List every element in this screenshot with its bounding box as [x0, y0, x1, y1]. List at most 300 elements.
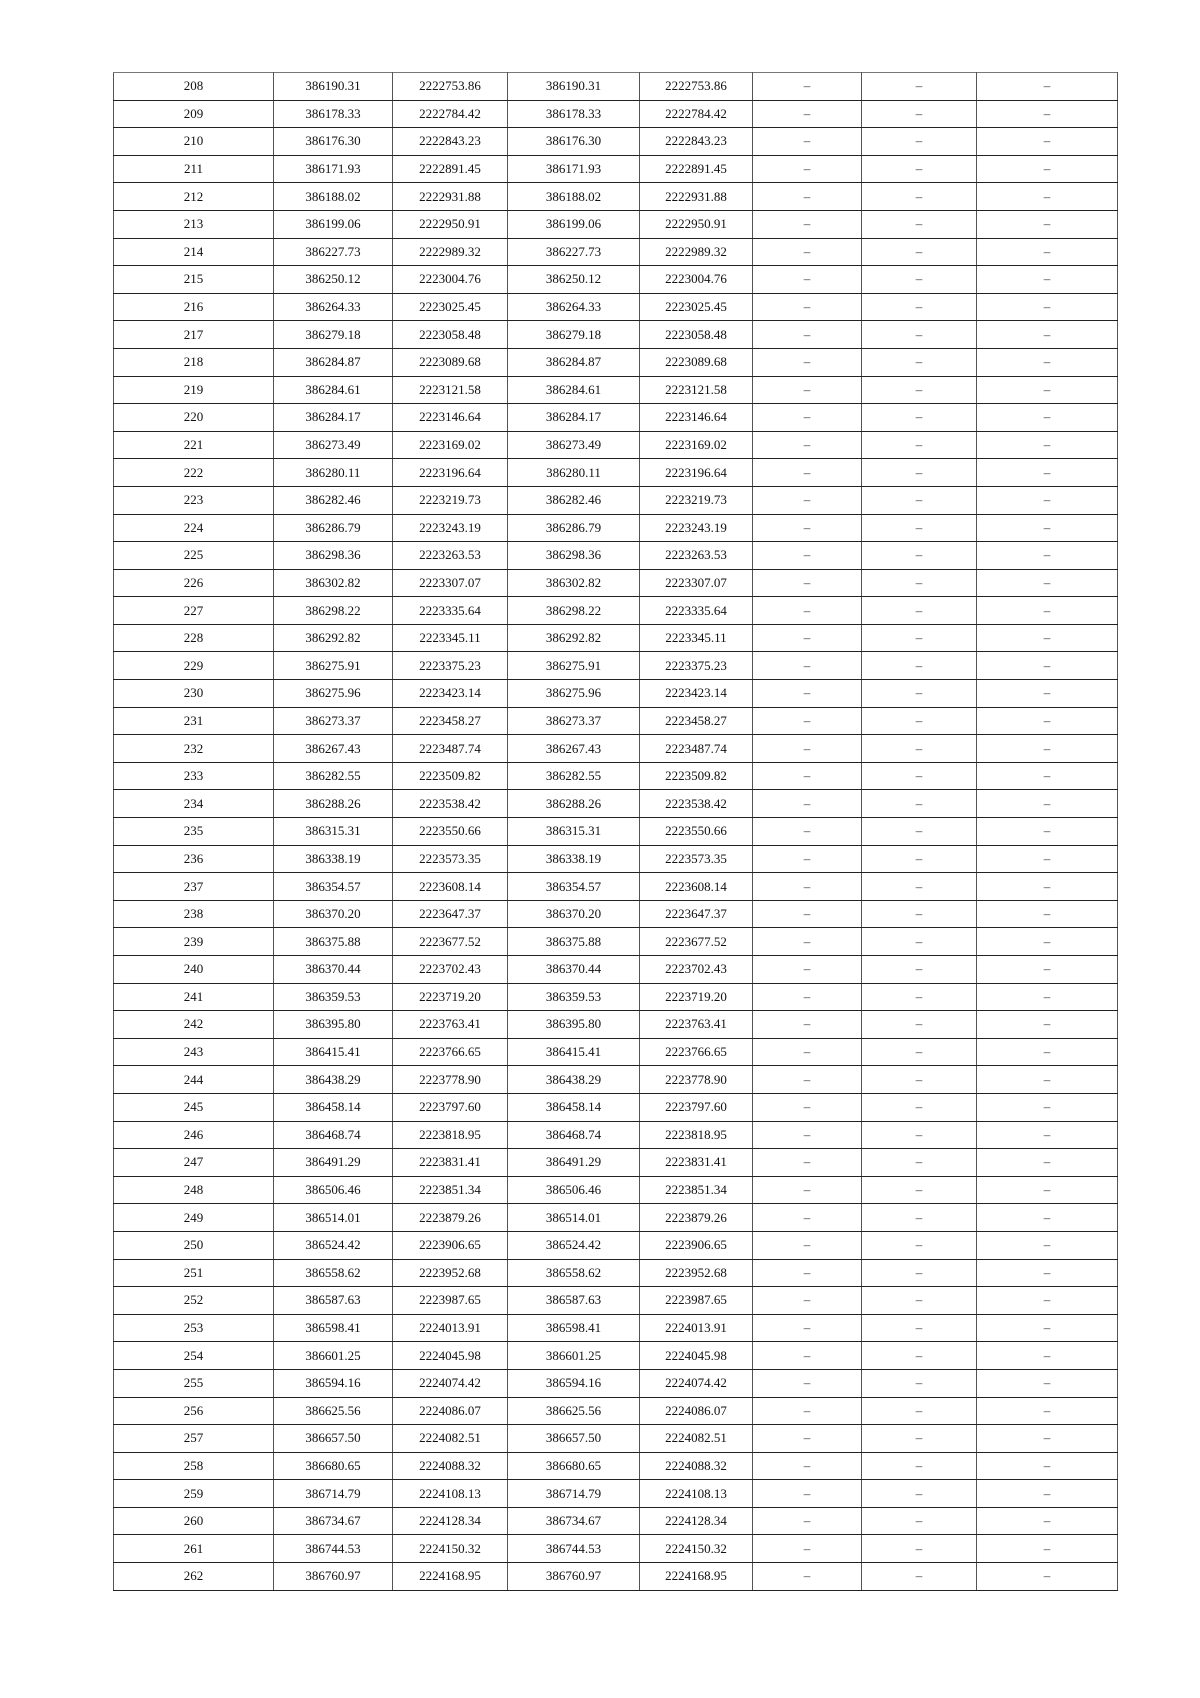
y-coordinate-repeat-cell: 2223952.68	[640, 1259, 753, 1287]
y-coordinate-cell: 2224168.95	[393, 1563, 508, 1591]
y-coordinate-cell: 2223243.19	[393, 514, 508, 542]
table-row	[114, 983, 1118, 1011]
point-number-cell: 261	[114, 1535, 274, 1563]
dash-cell: –	[977, 1287, 1118, 1315]
y-coordinate-repeat-cell: 2223509.82	[640, 762, 753, 790]
dash-cell: –	[977, 514, 1118, 542]
table-row	[114, 1066, 1118, 1094]
dash-cell: –	[977, 404, 1118, 432]
x-coordinate-repeat-cell: 386744.53	[508, 1535, 640, 1563]
table-row	[114, 652, 1118, 680]
point-number-cell: 241	[114, 983, 274, 1011]
x-coordinate-cell: 386178.33	[274, 100, 393, 128]
point-number-cell: 214	[114, 238, 274, 266]
dash-cell: –	[862, 983, 977, 1011]
dash-cell: –	[977, 431, 1118, 459]
x-coordinate-repeat-cell: 386359.53	[508, 983, 640, 1011]
dash-cell: –	[753, 459, 862, 487]
y-coordinate-repeat-cell: 2224088.32	[640, 1452, 753, 1480]
point-number-cell: 226	[114, 569, 274, 597]
x-coordinate-cell: 386302.82	[274, 569, 393, 597]
y-coordinate-repeat-cell: 2222784.42	[640, 100, 753, 128]
dash-cell: –	[977, 1066, 1118, 1094]
x-coordinate-repeat-cell: 386524.42	[508, 1231, 640, 1259]
dash-cell: –	[862, 73, 977, 101]
y-coordinate-repeat-cell: 2223004.76	[640, 266, 753, 294]
dash-cell: –	[977, 624, 1118, 652]
x-coordinate-repeat-cell: 386178.33	[508, 100, 640, 128]
y-coordinate-cell: 2223146.64	[393, 404, 508, 432]
x-coordinate-repeat-cell: 386734.67	[508, 1507, 640, 1535]
dash-cell: –	[753, 900, 862, 928]
x-coordinate-cell: 386514.01	[274, 1204, 393, 1232]
dash-cell: –	[753, 624, 862, 652]
y-coordinate-repeat-cell: 2222753.86	[640, 73, 753, 101]
x-coordinate-repeat-cell: 386370.44	[508, 956, 640, 984]
dash-cell: –	[862, 956, 977, 984]
y-coordinate-cell: 2223089.68	[393, 348, 508, 376]
y-coordinate-repeat-cell: 2223851.34	[640, 1176, 753, 1204]
dash-cell: –	[862, 1507, 977, 1535]
point-number-cell: 225	[114, 542, 274, 570]
dash-cell: –	[862, 624, 977, 652]
y-coordinate-cell: 2223719.20	[393, 983, 508, 1011]
x-coordinate-repeat-cell: 386284.87	[508, 348, 640, 376]
table-row	[114, 1314, 1118, 1342]
dash-cell: –	[977, 1231, 1118, 1259]
dash-cell: –	[862, 1425, 977, 1453]
y-coordinate-cell: 2223550.66	[393, 818, 508, 846]
point-number-cell: 231	[114, 707, 274, 735]
x-coordinate-repeat-cell: 386458.14	[508, 1093, 640, 1121]
dash-cell: –	[977, 1507, 1118, 1535]
dash-cell: –	[862, 845, 977, 873]
y-coordinate-repeat-cell: 2223058.48	[640, 321, 753, 349]
dash-cell: –	[977, 873, 1118, 901]
dash-cell: –	[977, 1342, 1118, 1370]
dash-cell: –	[977, 266, 1118, 294]
y-coordinate-repeat-cell: 2223797.60	[640, 1093, 753, 1121]
table-row	[114, 348, 1118, 376]
y-coordinate-cell: 2224074.42	[393, 1369, 508, 1397]
x-coordinate-cell: 386171.93	[274, 155, 393, 183]
x-coordinate-repeat-cell: 386338.19	[508, 845, 640, 873]
point-number-cell: 243	[114, 1038, 274, 1066]
dash-cell: –	[977, 928, 1118, 956]
y-coordinate-cell: 2223987.65	[393, 1287, 508, 1315]
x-coordinate-cell: 386282.55	[274, 762, 393, 790]
x-coordinate-cell: 386338.19	[274, 845, 393, 873]
dash-cell: –	[862, 1093, 977, 1121]
dash-cell: –	[753, 1038, 862, 1066]
coordinate-table-body	[114, 73, 1118, 1591]
dash-cell: –	[753, 128, 862, 156]
table-row	[114, 873, 1118, 901]
dash-cell: –	[753, 597, 862, 625]
dash-cell: –	[977, 348, 1118, 376]
x-coordinate-repeat-cell: 386354.57	[508, 873, 640, 901]
y-coordinate-cell: 2222950.91	[393, 210, 508, 238]
dash-cell: –	[977, 542, 1118, 570]
x-coordinate-repeat-cell: 386298.36	[508, 542, 640, 570]
dash-cell: –	[977, 569, 1118, 597]
x-coordinate-repeat-cell: 386298.22	[508, 597, 640, 625]
x-coordinate-repeat-cell: 386625.56	[508, 1397, 640, 1425]
x-coordinate-repeat-cell: 386514.01	[508, 1204, 640, 1232]
dash-cell: –	[753, 1066, 862, 1094]
x-coordinate-cell: 386176.30	[274, 128, 393, 156]
x-coordinate-cell: 386250.12	[274, 266, 393, 294]
table-row	[114, 1176, 1118, 1204]
y-coordinate-repeat-cell: 2224128.34	[640, 1507, 753, 1535]
dash-cell: –	[977, 1176, 1118, 1204]
y-coordinate-cell: 2223538.42	[393, 790, 508, 818]
dash-cell: –	[753, 376, 862, 404]
y-coordinate-repeat-cell: 2223121.58	[640, 376, 753, 404]
x-coordinate-cell: 386734.67	[274, 1507, 393, 1535]
x-coordinate-cell: 386280.11	[274, 459, 393, 487]
y-coordinate-cell: 2223851.34	[393, 1176, 508, 1204]
y-coordinate-repeat-cell: 2223906.65	[640, 1231, 753, 1259]
dash-cell: –	[862, 1121, 977, 1149]
point-number-cell: 218	[114, 348, 274, 376]
y-coordinate-repeat-cell: 2223778.90	[640, 1066, 753, 1094]
x-coordinate-repeat-cell: 386284.17	[508, 404, 640, 432]
table-row	[114, 1149, 1118, 1177]
dash-cell: –	[753, 680, 862, 708]
table-row	[114, 790, 1118, 818]
dash-cell: –	[977, 1011, 1118, 1039]
table-row	[114, 1342, 1118, 1370]
y-coordinate-repeat-cell: 2224150.32	[640, 1535, 753, 1563]
point-number-cell: 224	[114, 514, 274, 542]
point-number-cell: 239	[114, 928, 274, 956]
dash-cell: –	[977, 155, 1118, 183]
x-coordinate-cell: 386370.20	[274, 900, 393, 928]
dash-cell: –	[862, 155, 977, 183]
dash-cell: –	[753, 293, 862, 321]
x-coordinate-cell: 386438.29	[274, 1066, 393, 1094]
point-number-cell: 215	[114, 266, 274, 294]
dash-cell: –	[977, 321, 1118, 349]
table-row	[114, 376, 1118, 404]
x-coordinate-cell: 386284.17	[274, 404, 393, 432]
y-coordinate-cell: 2223307.07	[393, 569, 508, 597]
x-coordinate-cell: 386315.31	[274, 818, 393, 846]
table-row	[114, 321, 1118, 349]
x-coordinate-repeat-cell: 386171.93	[508, 155, 640, 183]
dash-cell: –	[753, 238, 862, 266]
dash-cell: –	[862, 1038, 977, 1066]
dash-cell: –	[753, 210, 862, 238]
y-coordinate-repeat-cell: 2222950.91	[640, 210, 753, 238]
y-coordinate-repeat-cell: 2223345.11	[640, 624, 753, 652]
x-coordinate-cell: 386657.50	[274, 1425, 393, 1453]
point-number-cell: 235	[114, 818, 274, 846]
x-coordinate-cell: 386760.97	[274, 1563, 393, 1591]
dash-cell: –	[753, 73, 862, 101]
y-coordinate-cell: 2222784.42	[393, 100, 508, 128]
table-row	[114, 845, 1118, 873]
y-coordinate-cell: 2223952.68	[393, 1259, 508, 1287]
table-row	[114, 707, 1118, 735]
dash-cell: –	[753, 1231, 862, 1259]
dash-cell: –	[862, 1287, 977, 1315]
x-coordinate-repeat-cell: 386176.30	[508, 128, 640, 156]
dash-cell: –	[977, 652, 1118, 680]
x-coordinate-repeat-cell: 386264.33	[508, 293, 640, 321]
dash-cell: –	[753, 1314, 862, 1342]
x-coordinate-cell: 386267.43	[274, 735, 393, 763]
dash-cell: –	[753, 707, 862, 735]
dash-cell: –	[977, 956, 1118, 984]
dash-cell: –	[753, 1259, 862, 1287]
y-coordinate-repeat-cell: 2223458.27	[640, 707, 753, 735]
x-coordinate-repeat-cell: 386601.25	[508, 1342, 640, 1370]
dash-cell: –	[977, 1314, 1118, 1342]
x-coordinate-cell: 386395.80	[274, 1011, 393, 1039]
dash-cell: –	[977, 486, 1118, 514]
y-coordinate-repeat-cell: 2224108.13	[640, 1480, 753, 1508]
dash-cell: –	[753, 1563, 862, 1591]
dash-cell: –	[977, 1121, 1118, 1149]
dash-cell: –	[977, 818, 1118, 846]
dash-cell: –	[862, 1011, 977, 1039]
dash-cell: –	[862, 459, 977, 487]
y-coordinate-cell: 2223677.52	[393, 928, 508, 956]
dash-cell: –	[753, 1425, 862, 1453]
dash-cell: –	[753, 983, 862, 1011]
x-coordinate-repeat-cell: 386375.88	[508, 928, 640, 956]
point-number-cell: 227	[114, 597, 274, 625]
dash-cell: –	[753, 1535, 862, 1563]
dash-cell: –	[862, 1397, 977, 1425]
dash-cell: –	[977, 790, 1118, 818]
dash-cell: –	[862, 514, 977, 542]
dash-cell: –	[977, 1452, 1118, 1480]
x-coordinate-repeat-cell: 386284.61	[508, 376, 640, 404]
dash-cell: –	[862, 321, 977, 349]
y-coordinate-repeat-cell: 2224086.07	[640, 1397, 753, 1425]
x-coordinate-cell: 386594.16	[274, 1369, 393, 1397]
y-coordinate-repeat-cell: 2223169.02	[640, 431, 753, 459]
table-row	[114, 73, 1118, 101]
point-number-cell: 242	[114, 1011, 274, 1039]
x-coordinate-cell: 386282.46	[274, 486, 393, 514]
dash-cell: –	[753, 735, 862, 763]
point-number-cell: 262	[114, 1563, 274, 1591]
x-coordinate-cell: 386468.74	[274, 1121, 393, 1149]
dash-cell: –	[753, 348, 862, 376]
y-coordinate-repeat-cell: 2223702.43	[640, 956, 753, 984]
dash-cell: –	[977, 1038, 1118, 1066]
table-row	[114, 155, 1118, 183]
y-coordinate-repeat-cell: 2222891.45	[640, 155, 753, 183]
x-coordinate-repeat-cell: 386273.49	[508, 431, 640, 459]
y-coordinate-cell: 2224150.32	[393, 1535, 508, 1563]
dash-cell: –	[862, 1066, 977, 1094]
x-coordinate-repeat-cell: 386282.46	[508, 486, 640, 514]
y-coordinate-cell: 2223831.41	[393, 1149, 508, 1177]
point-number-cell: 222	[114, 459, 274, 487]
x-coordinate-repeat-cell: 386594.16	[508, 1369, 640, 1397]
x-coordinate-repeat-cell: 386199.06	[508, 210, 640, 238]
y-coordinate-cell: 2223196.64	[393, 459, 508, 487]
dash-cell: –	[977, 1259, 1118, 1287]
dash-cell: –	[862, 293, 977, 321]
x-coordinate-cell: 386273.37	[274, 707, 393, 735]
point-number-cell: 232	[114, 735, 274, 763]
table-row	[114, 818, 1118, 846]
dash-cell: –	[862, 569, 977, 597]
y-coordinate-cell: 2223778.90	[393, 1066, 508, 1094]
table-row	[114, 1204, 1118, 1232]
table-row	[114, 1507, 1118, 1535]
x-coordinate-cell: 386524.42	[274, 1231, 393, 1259]
table-row	[114, 100, 1118, 128]
y-coordinate-cell: 2223058.48	[393, 321, 508, 349]
y-coordinate-repeat-cell: 2223487.74	[640, 735, 753, 763]
dash-cell: –	[862, 873, 977, 901]
point-number-cell: 248	[114, 1176, 274, 1204]
y-coordinate-cell: 2222891.45	[393, 155, 508, 183]
y-coordinate-cell: 2224082.51	[393, 1425, 508, 1453]
dash-cell: –	[753, 956, 862, 984]
dash-cell: –	[753, 873, 862, 901]
table-row	[114, 1397, 1118, 1425]
point-number-cell: 223	[114, 486, 274, 514]
dash-cell: –	[977, 293, 1118, 321]
y-coordinate-repeat-cell: 2223423.14	[640, 680, 753, 708]
y-coordinate-repeat-cell: 2222931.88	[640, 183, 753, 211]
x-coordinate-repeat-cell: 386415.41	[508, 1038, 640, 1066]
x-coordinate-repeat-cell: 386598.41	[508, 1314, 640, 1342]
x-coordinate-repeat-cell: 386370.20	[508, 900, 640, 928]
table-row	[114, 514, 1118, 542]
y-coordinate-cell: 2223169.02	[393, 431, 508, 459]
y-coordinate-repeat-cell: 2223766.65	[640, 1038, 753, 1066]
table-row	[114, 183, 1118, 211]
y-coordinate-repeat-cell: 2223146.64	[640, 404, 753, 432]
dash-cell: –	[862, 735, 977, 763]
dash-cell: –	[862, 1204, 977, 1232]
y-coordinate-repeat-cell: 2223647.37	[640, 900, 753, 928]
dash-cell: –	[977, 1093, 1118, 1121]
y-coordinate-repeat-cell: 2223538.42	[640, 790, 753, 818]
table-row	[114, 542, 1118, 570]
y-coordinate-repeat-cell: 2223608.14	[640, 873, 753, 901]
y-coordinate-cell: 2224013.91	[393, 1314, 508, 1342]
point-number-cell: 257	[114, 1425, 274, 1453]
dash-cell: –	[753, 1093, 862, 1121]
y-coordinate-cell: 2223906.65	[393, 1231, 508, 1259]
y-coordinate-cell: 2223335.64	[393, 597, 508, 625]
table-row	[114, 1038, 1118, 1066]
x-coordinate-repeat-cell: 386315.31	[508, 818, 640, 846]
x-coordinate-cell: 386506.46	[274, 1176, 393, 1204]
table-row	[114, 597, 1118, 625]
dash-cell: –	[977, 238, 1118, 266]
y-coordinate-cell: 2224086.07	[393, 1397, 508, 1425]
dash-cell: –	[862, 128, 977, 156]
dash-cell: –	[977, 1425, 1118, 1453]
dash-cell: –	[862, 238, 977, 266]
point-number-cell: 216	[114, 293, 274, 321]
dash-cell: –	[862, 1535, 977, 1563]
x-coordinate-cell: 386375.88	[274, 928, 393, 956]
dash-cell: –	[977, 900, 1118, 928]
y-coordinate-repeat-cell: 2223719.20	[640, 983, 753, 1011]
point-number-cell: 234	[114, 790, 274, 818]
dash-cell: –	[753, 1369, 862, 1397]
x-coordinate-cell: 386587.63	[274, 1287, 393, 1315]
x-coordinate-cell: 386188.02	[274, 183, 393, 211]
y-coordinate-repeat-cell: 2223263.53	[640, 542, 753, 570]
table-row	[114, 1369, 1118, 1397]
table-row	[114, 735, 1118, 763]
point-number-cell: 211	[114, 155, 274, 183]
table-row	[114, 928, 1118, 956]
point-number-cell: 219	[114, 376, 274, 404]
y-coordinate-cell: 2223647.37	[393, 900, 508, 928]
x-coordinate-repeat-cell: 386491.29	[508, 1149, 640, 1177]
x-coordinate-repeat-cell: 386280.11	[508, 459, 640, 487]
y-coordinate-cell: 2222843.23	[393, 128, 508, 156]
x-coordinate-repeat-cell: 386506.46	[508, 1176, 640, 1204]
y-coordinate-repeat-cell: 2223573.35	[640, 845, 753, 873]
table-row	[114, 1480, 1118, 1508]
point-number-cell: 252	[114, 1287, 274, 1315]
y-coordinate-repeat-cell: 2223677.52	[640, 928, 753, 956]
y-coordinate-cell: 2223766.65	[393, 1038, 508, 1066]
y-coordinate-repeat-cell: 2223879.26	[640, 1204, 753, 1232]
point-number-cell: 208	[114, 73, 274, 101]
dash-cell: –	[977, 100, 1118, 128]
dash-cell: –	[753, 155, 862, 183]
dash-cell: –	[753, 542, 862, 570]
point-number-cell: 230	[114, 680, 274, 708]
x-coordinate-repeat-cell: 386275.96	[508, 680, 640, 708]
x-coordinate-cell: 386286.79	[274, 514, 393, 542]
dash-cell: –	[862, 818, 977, 846]
x-coordinate-repeat-cell: 386395.80	[508, 1011, 640, 1039]
x-coordinate-cell: 386292.82	[274, 624, 393, 652]
dash-cell: –	[977, 459, 1118, 487]
point-number-cell: 250	[114, 1231, 274, 1259]
y-coordinate-repeat-cell: 2223375.23	[640, 652, 753, 680]
x-coordinate-cell: 386284.61	[274, 376, 393, 404]
x-coordinate-cell: 386279.18	[274, 321, 393, 349]
dash-cell: –	[862, 790, 977, 818]
point-number-cell: 244	[114, 1066, 274, 1094]
table-row	[114, 404, 1118, 432]
x-coordinate-cell: 386273.49	[274, 431, 393, 459]
x-coordinate-cell: 386288.26	[274, 790, 393, 818]
y-coordinate-cell: 2224088.32	[393, 1452, 508, 1480]
x-coordinate-cell: 386275.91	[274, 652, 393, 680]
x-coordinate-repeat-cell: 386657.50	[508, 1425, 640, 1453]
y-coordinate-repeat-cell: 2223025.45	[640, 293, 753, 321]
x-coordinate-repeat-cell: 386273.37	[508, 707, 640, 735]
point-number-cell: 220	[114, 404, 274, 432]
dash-cell: –	[753, 514, 862, 542]
table-row	[114, 1563, 1118, 1591]
table-row	[114, 1425, 1118, 1453]
x-coordinate-repeat-cell: 386714.79	[508, 1480, 640, 1508]
point-number-cell: 259	[114, 1480, 274, 1508]
point-number-cell: 217	[114, 321, 274, 349]
x-coordinate-cell: 386558.62	[274, 1259, 393, 1287]
